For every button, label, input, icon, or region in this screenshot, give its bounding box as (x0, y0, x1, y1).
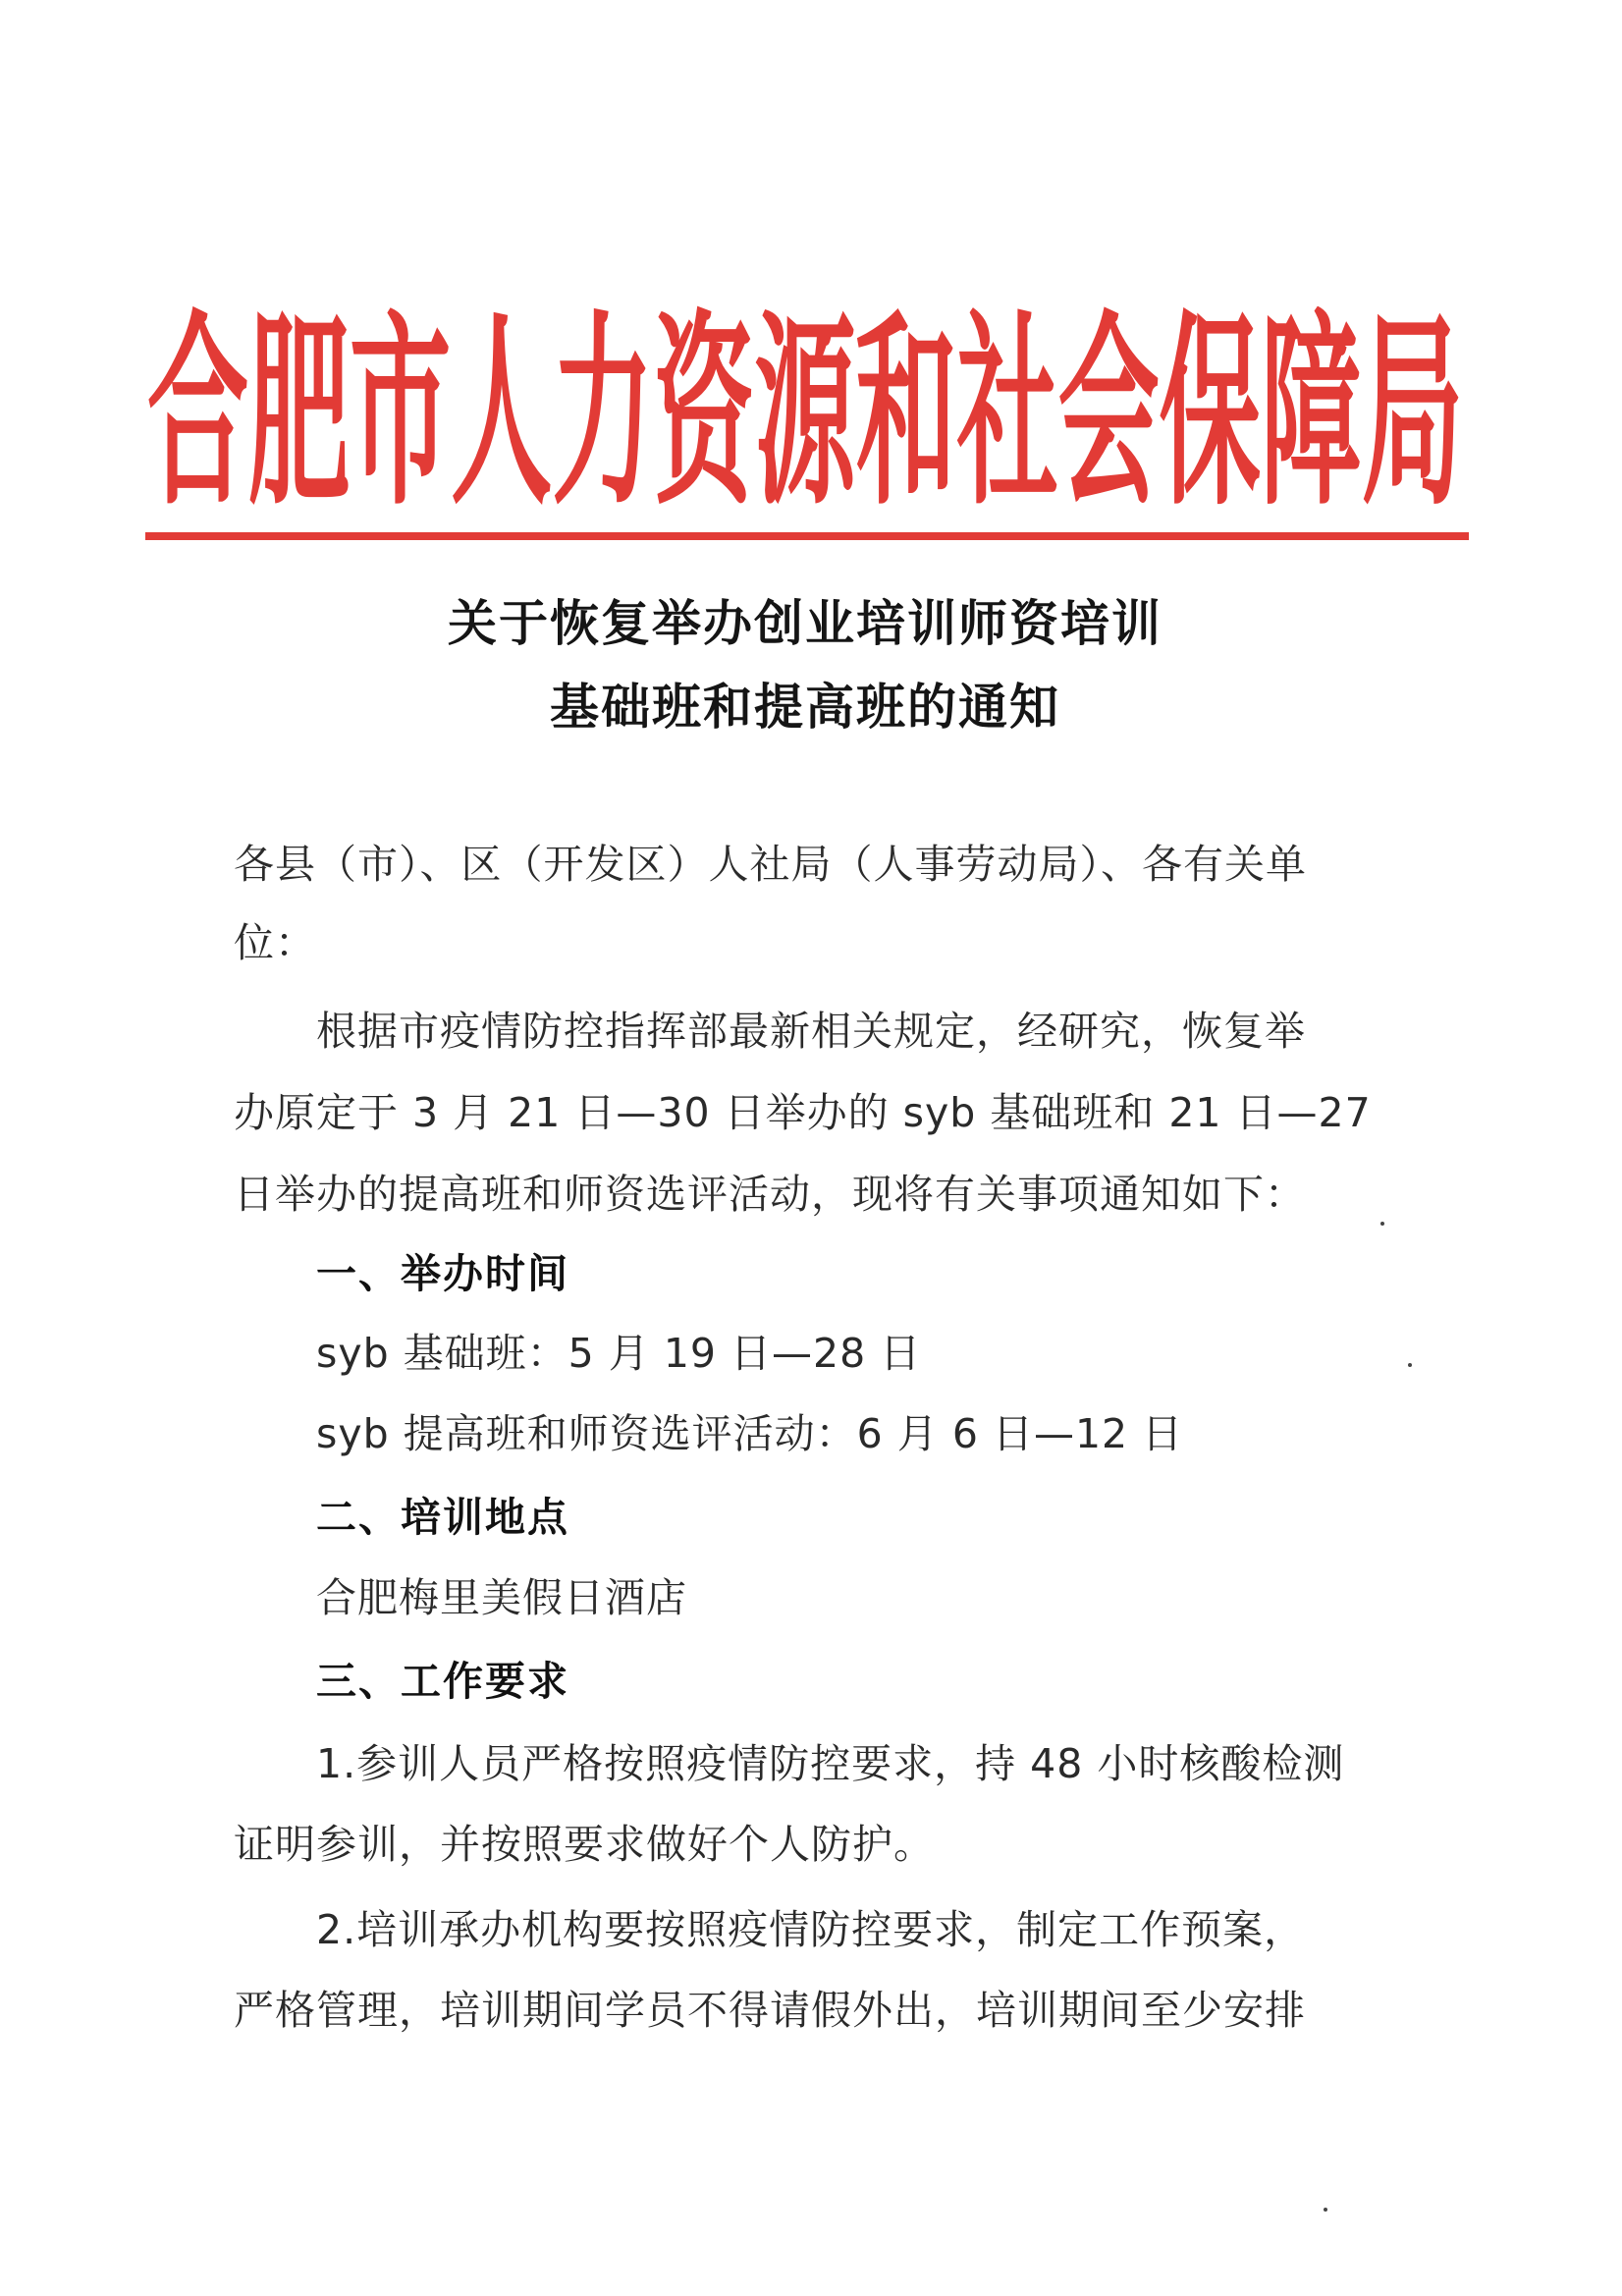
requirement-1-line-2: 证明参训，并按照要求做好个人防护。 (234, 1821, 935, 1868)
requirement-1-line-1: 1.参训人员严格按照疫情防控要求，持 48 小时核酸检测 (316, 1740, 1345, 1787)
document-title-line-2: 基础班和提高班的通知 (550, 678, 1060, 736)
schedule-item-advanced: syb 提高班和师资选评活动：6 月 6 日—12 日 (316, 1410, 1184, 1457)
scan-speck (1324, 2208, 1327, 2212)
intro-line-2: 办原定于 3 月 21 日—30 日举办的 syb 基础班和 21 日—27 (234, 1089, 1372, 1136)
issuer-name: 合肥市人力资源和社会保障局 (147, 295, 1463, 519)
intro-line-3: 日举办的提高班和师资选评活动，现将有关事项通知如下： (234, 1171, 1306, 1218)
document-title-line-1: 关于恢复举办创业培训师资培训 (448, 594, 1162, 652)
intro-line-1: 根据市疫情防控指挥部最新相关规定，经研究，恢复举 (316, 1008, 1306, 1055)
section-heading-requirements: 三、工作要求 (316, 1658, 569, 1705)
schedule-item-basic: syb 基础班：5 月 19 日—28 日 (316, 1330, 922, 1377)
salutation-line-1: 各县（市）、区（开发区）人社局（人事劳动局）、各有关单 (234, 841, 1307, 888)
training-location: 合肥梅里美假日酒店 (316, 1574, 687, 1621)
section-heading-location: 二、培训地点 (316, 1494, 569, 1541)
scan-speck (1408, 1363, 1412, 1367)
section-heading-time: 一、举办时间 (316, 1250, 569, 1297)
requirement-2-line-2: 严格管理，培训期间学员不得请假外出，培训期间至少安排 (234, 1987, 1306, 2034)
salutation-line-2: 位： (234, 919, 316, 966)
red-separator-line (145, 532, 1469, 540)
issuer-masthead (147, 263, 1463, 519)
scan-speck (1380, 1222, 1384, 1226)
requirement-2-line-1: 2.培训承办机构要按照疫情防控要求，制定工作预案， (316, 1906, 1306, 1953)
